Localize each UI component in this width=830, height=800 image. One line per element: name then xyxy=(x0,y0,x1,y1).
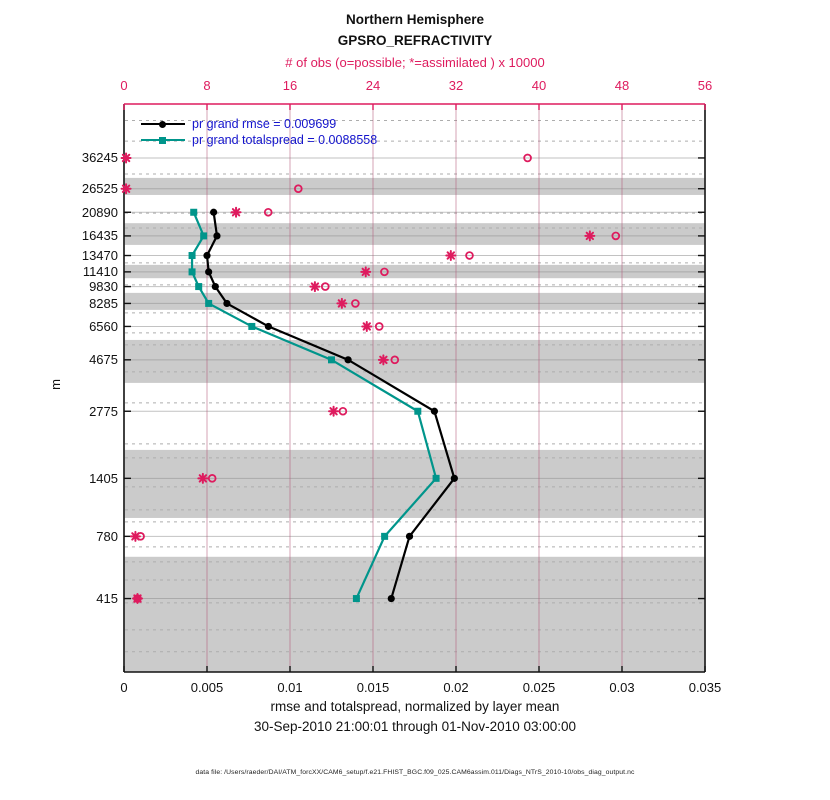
layer-band xyxy=(125,178,705,195)
pr-grand-rmse-marker xyxy=(203,252,210,259)
pr-grand-totalspread-marker xyxy=(433,475,440,482)
pr-grand-rmse-marker xyxy=(210,209,217,216)
y-tick-label: 20890 xyxy=(81,204,118,220)
bottom-tick-label: 0.02 xyxy=(443,680,469,695)
pr-grand-totalspread-marker xyxy=(189,252,196,259)
bottom-tick-label: 0 xyxy=(120,680,128,695)
pr-grand-rmse-marker xyxy=(406,533,413,540)
top-tick-label: 56 xyxy=(697,78,713,93)
pr-grand-rmse-marker xyxy=(451,475,458,482)
y-tick-label: 13470 xyxy=(81,248,118,264)
top-tick-label: 8 xyxy=(203,78,211,93)
legend xyxy=(141,116,377,148)
data-file-path: data file: /Users/raeder/DAI/ATM_forcXX/CAM6_setup/f.e21.FHIST_BGC.f09_025.CAM6assim.011/Diags_NTrS_2010-10/obs_diag_output.nc xyxy=(195,769,635,776)
pr-grand-rmse-marker xyxy=(431,408,438,415)
y-tick-label: 16435 xyxy=(81,228,118,244)
pr-grand-totalspread-marker xyxy=(328,356,335,363)
y-axis-label: m xyxy=(47,379,63,390)
legend-totalspread-label: pr grand totalspread = 0.0088558 xyxy=(192,133,378,147)
bottom-tick-label: 0.01 xyxy=(277,680,303,695)
bottom-tick-label: 0.025 xyxy=(522,680,556,695)
top-tick-label: 40 xyxy=(531,78,547,93)
top-tick-label: 32 xyxy=(448,78,464,93)
pr-grand-rmse-marker xyxy=(205,268,212,275)
layer-band xyxy=(125,340,705,383)
top-tick-label: 24 xyxy=(365,78,381,93)
legend-rmse-label: pr grand rmse = 0.009699 xyxy=(192,117,337,131)
x-axis-label: rmse and totalspread, normalized by layer mean xyxy=(270,699,560,714)
top-tick-label: 16 xyxy=(282,78,298,93)
y-tick-label: 9830 xyxy=(89,279,118,295)
layer-band xyxy=(125,223,705,245)
pr-grand-rmse-marker xyxy=(265,323,272,330)
y-tick-label: 11410 xyxy=(82,264,118,280)
pr-grand-totalspread-marker xyxy=(248,323,255,330)
pr-grand-rmse-marker xyxy=(223,300,230,307)
y-tick-label: 8285 xyxy=(89,295,118,311)
pr-grand-totalspread-marker xyxy=(189,268,196,275)
bottom-tick-label: 0.005 xyxy=(190,680,224,695)
chart-subtitle: GPSRO_REFRACTIVITY xyxy=(337,33,493,48)
y-tick-label: 780 xyxy=(96,528,118,544)
chart-title: Northern Hemisphere xyxy=(345,12,485,27)
y-tick-label: 2775 xyxy=(89,403,118,419)
legend-item-totalspread xyxy=(141,132,377,148)
pr-grand-rmse-marker xyxy=(212,283,219,290)
top-tick-label: 48 xyxy=(614,78,630,93)
y-tick-label: 4675 xyxy=(89,352,118,368)
y-tick-label: 6560 xyxy=(89,318,118,334)
layer-band xyxy=(125,557,705,672)
legend-rmse-line-sample xyxy=(141,121,185,128)
y-tick-label: 415 xyxy=(96,591,118,607)
legend-item-rmse xyxy=(141,116,377,132)
legend-totalspread-line-sample xyxy=(141,137,185,144)
pr-grand-totalspread-marker xyxy=(200,232,207,239)
legend-totalspread-marker-icon xyxy=(159,137,166,144)
pr-grand-rmse-marker xyxy=(213,232,220,239)
pr-grand-totalspread-marker xyxy=(190,209,197,216)
legend-rmse-marker-icon xyxy=(159,121,166,128)
y-tick-label: 26525 xyxy=(81,181,118,197)
layer-band xyxy=(125,450,705,518)
bottom-tick-label: 0.015 xyxy=(356,680,390,695)
top-tick-label: 0 xyxy=(120,78,128,93)
pr-grand-totalspread-marker xyxy=(195,283,202,290)
y-tick-label: 1405 xyxy=(89,470,118,486)
pr-grand-totalspread-marker xyxy=(414,408,421,415)
bottom-tick-label: 0.035 xyxy=(688,680,722,695)
pr-grand-rmse-marker xyxy=(345,356,352,363)
pr-grand-totalspread-marker xyxy=(205,300,212,307)
pr-grand-totalspread-marker xyxy=(353,595,360,602)
pr-grand-rmse-marker xyxy=(388,595,395,602)
top-axis-label: # of obs (o=possible; *=assimilated ) x 10000 xyxy=(285,55,545,70)
y-tick-label: 36245 xyxy=(81,150,118,166)
bottom-tick-label: 0.03 xyxy=(609,680,635,695)
date-range-label: 30-Sep-2010 21:00:01 through 01-Nov-2010 03:00:00 xyxy=(254,719,576,734)
pr-grand-totalspread-marker xyxy=(381,533,388,540)
